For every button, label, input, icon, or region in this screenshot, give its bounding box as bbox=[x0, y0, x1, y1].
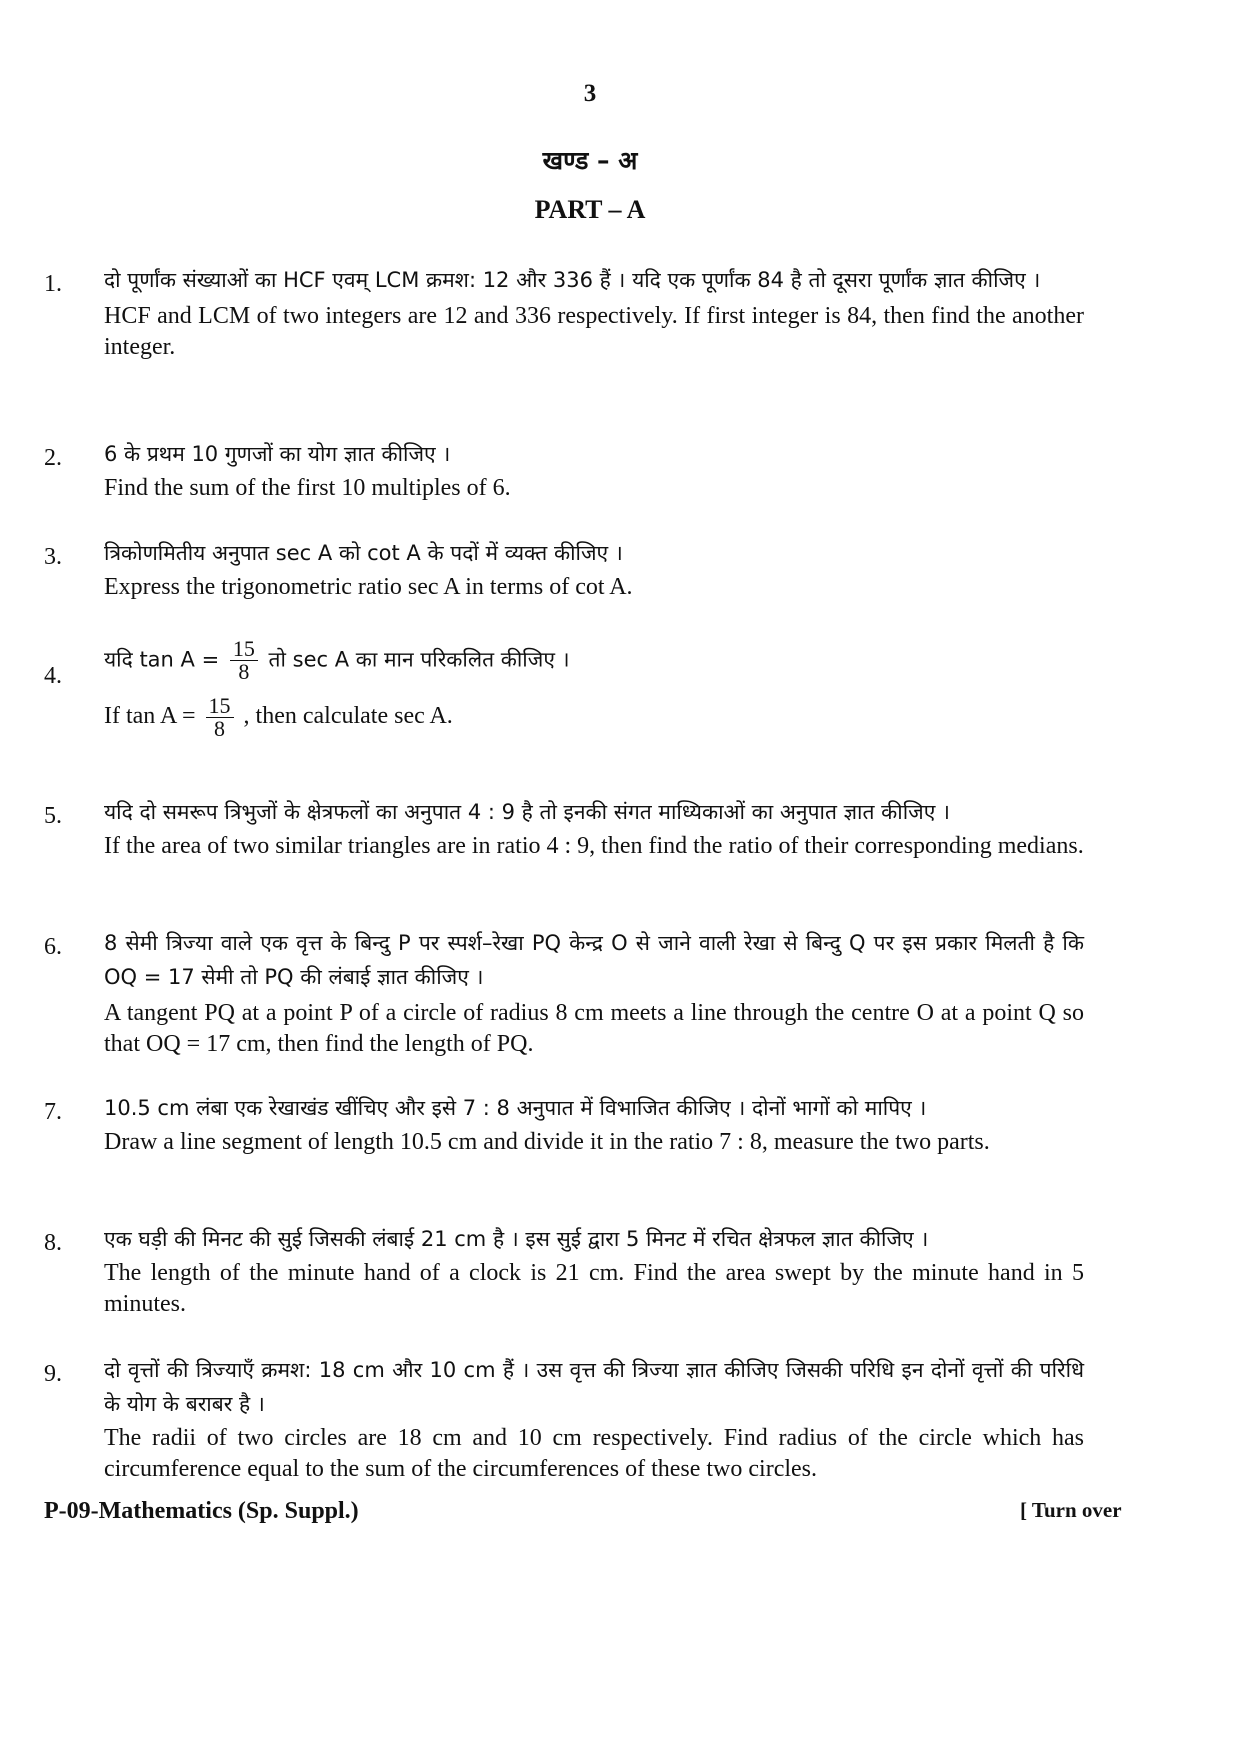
question-number: 2. bbox=[44, 445, 62, 471]
question-number: 4. bbox=[44, 663, 62, 689]
turn-over-note: [ Turn over bbox=[1020, 1498, 1122, 1522]
question-text-hindi: दो पूर्णांक संख्याओं का HCF एवम् LCM क्रमश: 12 और 336 हैं । यदि एक पूर्णांक 84 है तो दूसरा पूर्णांक ज्ञात कीजिए । bbox=[104, 268, 1041, 292]
question-text-hindi: एक घड़ी की मिनट की सुई जिसकी लंबाई 21 cm है । इस सुई द्वारा 5 मिनट में रचित क्षेत्रफल ज्ञात कीजिए । bbox=[104, 1227, 929, 1251]
section-title-hindi: खण्ड – अ bbox=[542, 146, 638, 175]
fraction-numerator: 15 bbox=[230, 638, 258, 661]
page-number: 3 bbox=[583, 80, 597, 107]
fraction-numerator: 15 bbox=[206, 695, 234, 718]
hindi-prefix: यदि tan A = bbox=[104, 647, 220, 672]
english-suffix: , then calculate sec A. bbox=[243, 703, 453, 730]
question-number: 7. bbox=[44, 1099, 62, 1125]
fraction-15-over-8 bbox=[206, 695, 234, 740]
question-text-hindi bbox=[104, 638, 1084, 683]
question-text-hindi: दो वृत्तों की त्रिज्याएँ क्रमश: 18 cm और 10 cm हैं । उस वृत्त की त्रिज्या ज्ञात कीजिए जिसकी परिधि इन दोनों वृत्तों की परिधि के योग के बराबर है । bbox=[104, 1358, 1084, 1416]
question-number: 1. bbox=[44, 271, 62, 297]
question-text-english: The length of the minute hand of a clock is 21 cm. Find the area swept by the minute hand in 5 minutes. bbox=[104, 1260, 1084, 1317]
question-text-english: Draw a line segment of length 10.5 cm and divide it in the ratio 7 : 8, measure the two parts. bbox=[104, 1129, 990, 1155]
question-text-english: A tangent PQ at a point P of a circle of radius 8 cm meets a line through the centre O at a point Q so that OQ = 17 cm, then find the length of PQ. bbox=[104, 1000, 1084, 1057]
fraction-denominator: 8 bbox=[214, 716, 226, 741]
english-prefix: If tan A = bbox=[104, 703, 196, 730]
question-text-hindi: 8 सेमी त्रिज्या वाले एक वृत्त के बिन्दु P पर स्पर्श–रेखा PQ केन्द्र O से जाने वाली रेखा से बिन्दु Q पर इस प्रकार मिलती है कि OQ = 17 सेमी तो PQ की लंबाई ज्ञात कीजिए । bbox=[104, 931, 1084, 989]
question-number: 8. bbox=[44, 1230, 62, 1256]
question-number: 6. bbox=[44, 934, 62, 960]
question-text-english: HCF and LCM of two integers are 12 and 336 respectively. If first integer is 84, then find the another integer. bbox=[104, 303, 1084, 360]
question-text-english: Find the sum of the first 10 multiples of 6. bbox=[104, 475, 511, 501]
question-text-english bbox=[104, 695, 1084, 740]
fraction-denominator: 8 bbox=[238, 659, 250, 684]
section-title-english: PART – A bbox=[534, 195, 646, 224]
paper-code: P-09-Mathematics (Sp. Suppl.) bbox=[44, 1498, 359, 1524]
question-text-hindi: त्रिकोणमितीय अनुपात sec A को cot A के पदों में व्यक्त कीजिए । bbox=[104, 541, 623, 565]
question-text-hindi: 10.5 cm लंबा एक रेखाखंड खींचिए और इसे 7 : 8 अनुपात में विभाजित कीजिए । दोनों भागों को मापिए । bbox=[104, 1096, 927, 1120]
question-text-hindi: यदि दो समरूप त्रिभुजों के क्षेत्रफलों का अनुपात 4 : 9 है तो इनकी संगत माध्यिकाओं का अनुपात ज्ञात कीजिए । bbox=[104, 800, 950, 824]
question-text-english: The radii of two circles are 18 cm and 10 cm respectively. Find radius of the circle which has circumference equal to the sum of the circumferences of these two circles. bbox=[104, 1425, 1084, 1482]
question-number: 5. bbox=[44, 803, 62, 829]
question-number: 9. bbox=[44, 1361, 62, 1387]
question-number: 3. bbox=[44, 544, 62, 570]
hindi-suffix: तो sec A का मान परिकलित कीजिए । bbox=[268, 647, 570, 672]
question-text-english: Express the trigonometric ratio sec A in terms of cot A. bbox=[104, 574, 633, 600]
question-text-hindi: 6 के प्रथम 10 गुणजों का योग ज्ञात कीजिए । bbox=[104, 442, 451, 466]
question-text-english: If the area of two similar triangles are in ratio 4 : 9, then find the ratio of their corresponding medians. bbox=[104, 833, 1084, 859]
fraction-15-over-8 bbox=[230, 638, 258, 683]
